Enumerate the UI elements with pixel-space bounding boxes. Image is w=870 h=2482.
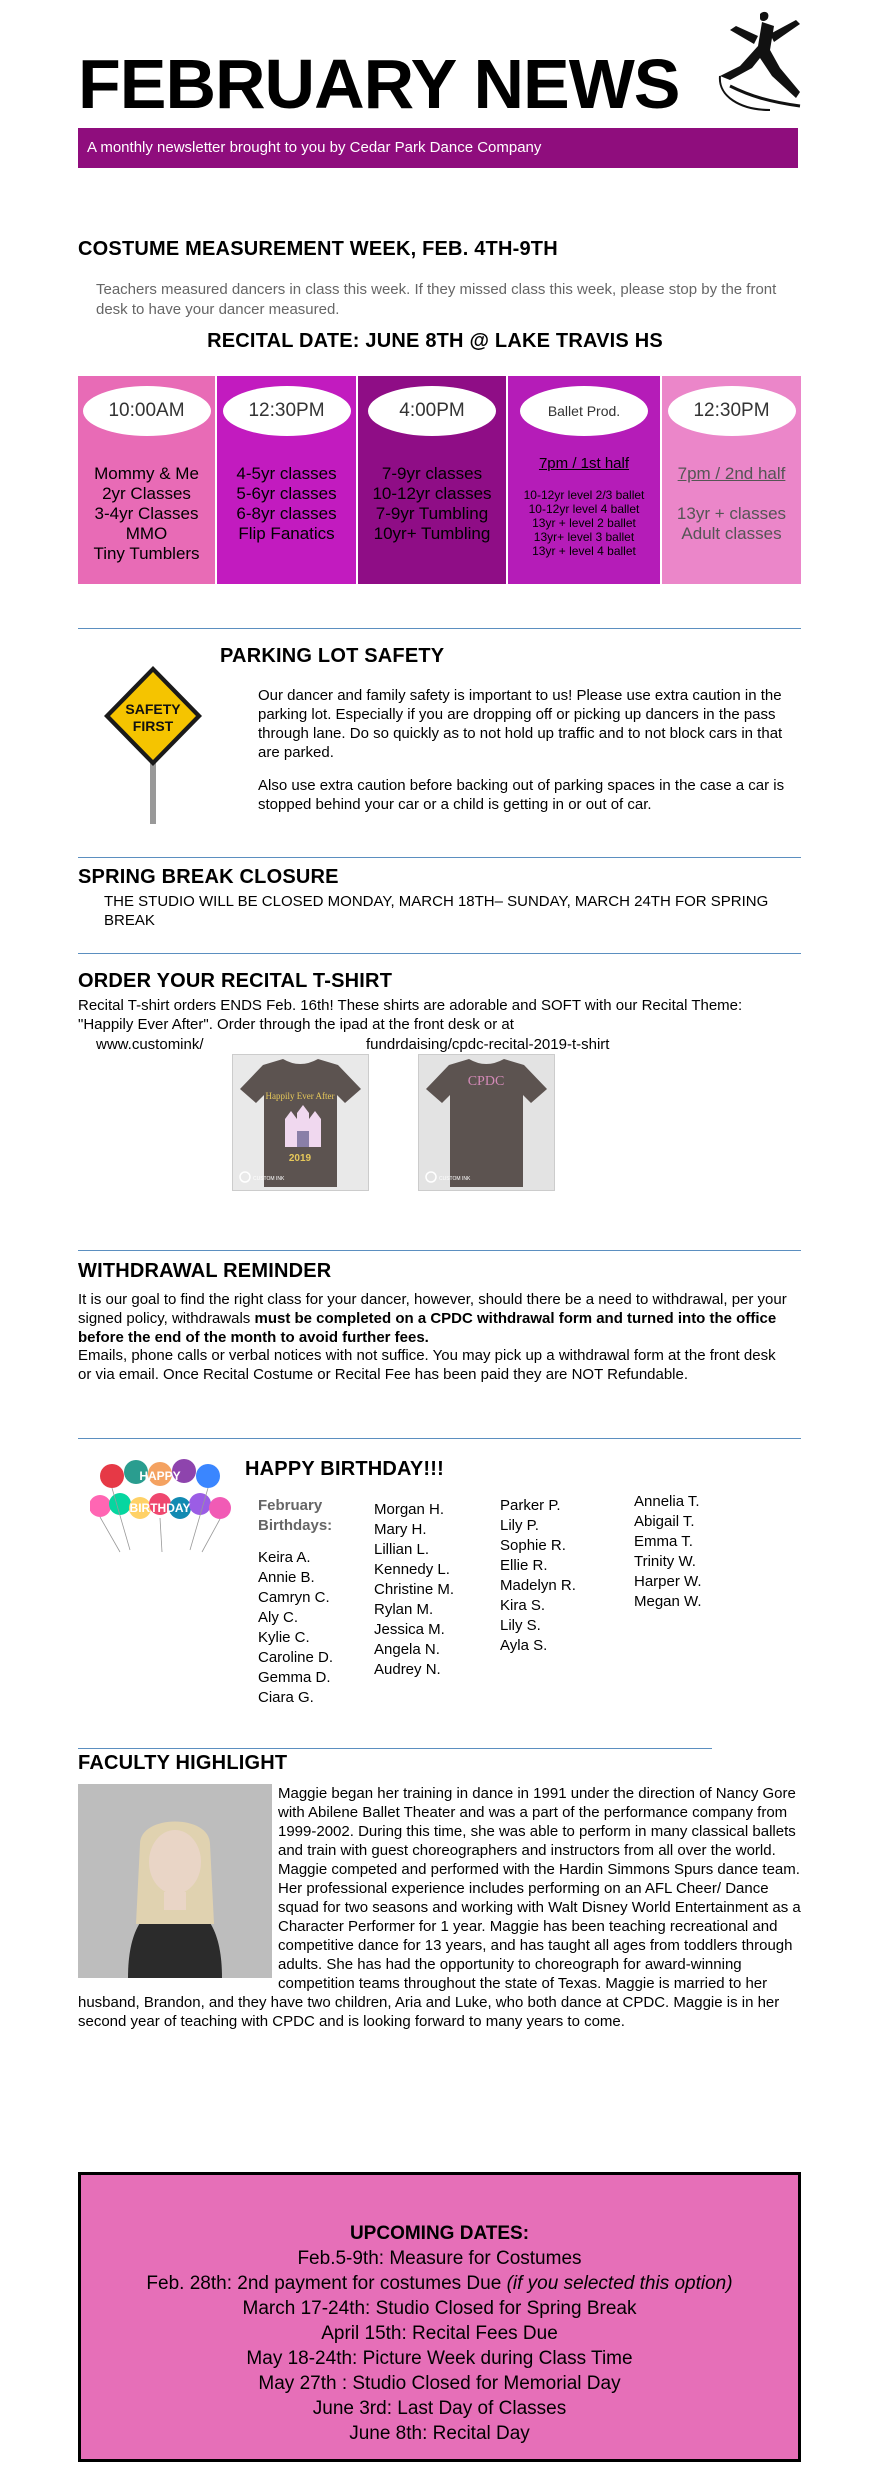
divider <box>78 857 801 858</box>
faculty-bio: Maggie began her training in dance in 1991 under the direction of Nancy Gore with Abilene Ballet Theater and was a part of the performance company from 1999-2002. During this time, she was able to perform in many classical ballets and train with guest choreographers and instructors from all over the world. Maggie competed and performed with the Hardin Simmons Spurs dance team. Her professional experience includes performing on an AFL Cheer/ Dance squad for two seasons and working with Walt Disney World Entertainment as a Character Performer for 1 year. Maggie has been teaching recreational and competitive dance for 13 years, and has taught all ages from toddlers through adults. She has had the opportunity to choreograph for award-winning competition teams throughout the state of Texas. Maggie is married to her husband, Brandon, and they have two children, Aria and Luke, who both dance at CPDC. Maggie is in her second year of teaching with CPDC and is looking forward to many years to come. <box>78 1785 801 2030</box>
withdrawal-text <box>78 1290 790 1347</box>
birthday-name: Mary H. <box>374 1521 427 1538</box>
birthday-name: Lily S. <box>500 1617 541 1634</box>
schedule-line: 13yr + level 2 ballet <box>532 516 636 530</box>
upcoming-dates-box <box>78 2172 801 2462</box>
birthday-name: Trinity W. <box>634 1553 696 1570</box>
birthday-name: Annie B. <box>258 1569 315 1586</box>
parking-heading: PARKING LOT SAFETY <box>220 645 445 667</box>
birthday-column-1 <box>258 1548 333 1708</box>
withdrawal-text-plain: It is our goal to find the right class for your dancer, however, should there be a need to withdrawal, per your signed policy, withdrawals <box>78 1291 787 1327</box>
birthday-column-2 <box>374 1500 454 1680</box>
costume-heading: COSTUME MEASUREMENT WEEK, FEB. 4TH-9TH <box>78 238 558 260</box>
spring-break-text: THE STUDIO WILL BE CLOSED MONDAY, MARCH 18TH– SUNDAY, MARCH 24TH FOR SPRING BREAK <box>104 893 769 929</box>
schedule-line: Flip Fanatics <box>238 524 335 543</box>
upcoming-item: May 18-24th: Picture Week during Class Time <box>246 2348 633 2369</box>
schedule-box-3 <box>358 376 506 584</box>
schedule-time: 4:00PM <box>368 386 496 436</box>
birthday-name: Christine M. <box>374 1581 455 1598</box>
safety-first-sign-icon <box>100 664 210 824</box>
birthday-name: Harper W. <box>634 1573 702 1590</box>
schedule-box-2 <box>217 376 356 584</box>
schedule-line: 13yr + level 4 ballet <box>532 544 636 558</box>
withdrawal-heading: WITHDRAWAL REMINDER <box>78 1260 332 1282</box>
sign-line1: SAFETY <box>125 701 181 717</box>
birthday-name: Emma T. <box>634 1533 693 1550</box>
schedule-line: 10-12yr classes <box>372 484 492 503</box>
upcoming-item: June 8th: Recital Day <box>349 2423 530 2444</box>
schedule-time: 10:00AM <box>83 386 211 436</box>
tshirt-url-part2[interactable]: fundrdaising/cpdc-recital-2019-t-shirt <box>366 1036 610 1053</box>
upcoming-item: May 27th : Studio Closed for Memorial Day <box>258 2373 621 2394</box>
upcoming-item: April 15th: Recital Fees Due <box>321 2323 558 2344</box>
schedule-line: 10-12yr level 2/3 ballet <box>523 488 645 502</box>
schedule-line: 3-4yr Classes <box>94 504 199 523</box>
birthday-name: Caroline D. <box>258 1649 334 1666</box>
birthday-label: February Birthdays: <box>258 1497 333 1534</box>
balloon-word-1: HAPPY <box>139 1469 181 1483</box>
divider <box>78 1250 801 1251</box>
newsletter-title: FEBRUARY NEWS <box>78 45 680 123</box>
upcoming-item: Feb.5-9th: Measure for Costumes <box>297 2248 582 2269</box>
birthday-name: Abigail T. <box>634 1513 695 1530</box>
schedule-line: 6-8yr classes <box>236 504 337 523</box>
faculty-heading: FACULTY HIGHLIGHT <box>78 1752 288 1774</box>
birthday-name: Keira A. <box>258 1549 311 1566</box>
withdrawal-text-bold: must be completed on a CPDC withdrawal form and turned into the office before the end of the month to avoid further fees. <box>78 1310 777 1346</box>
divider <box>78 1438 801 1439</box>
birthday-name: Camryn C. <box>258 1589 330 1606</box>
costume-note: Teachers measured dancers in class this week. If they missed class this week, please stop by the front desk to have your dancer measured. <box>96 281 777 318</box>
parking-text-2: Also use extra caution before backing out of parking spaces in the case a car is stopped behind your car or a child is getting in or out of car. <box>258 777 785 813</box>
schedule-line: Tiny Tumblers <box>93 544 200 563</box>
schedule-line: Mommy & Me <box>94 464 199 483</box>
upcoming-item: Feb. 28th: 2nd payment for costumes Due (if you selected this option) <box>146 2273 733 2294</box>
dancer-logo-icon <box>700 6 810 116</box>
divider <box>78 953 801 954</box>
schedule-line: 13yr+ level 3 ballet <box>533 530 635 544</box>
schedule-line: 7-9yr Tumbling <box>375 504 489 523</box>
birthday-name: Kennedy L. <box>374 1561 450 1578</box>
schedule-time: 12:30PM <box>223 386 351 436</box>
birthday-balloons-icon <box>90 1454 240 1554</box>
schedule-line: 13yr + classes <box>676 504 787 523</box>
tshirt-url-part1[interactable]: www.customink/ <box>96 1036 204 1053</box>
birthday-name: Audrey N. <box>374 1661 441 1678</box>
birthday-name: Morgan H. <box>374 1501 445 1518</box>
birthday-name: Annelia T. <box>634 1493 700 1510</box>
schedule-line: 10yr+ Tumbling <box>373 524 491 543</box>
schedule-line: 7-9yr classes <box>381 464 483 483</box>
birthday-name: Rylan M. <box>374 1601 434 1618</box>
schedule-box-5 <box>662 376 801 584</box>
birthday-name: Parker P. <box>500 1497 561 1514</box>
tshirt-heading: ORDER YOUR RECITAL T-SHIRT <box>78 970 393 992</box>
birthday-name: Sophie R. <box>500 1537 566 1554</box>
birthday-name: Lily P. <box>500 1517 539 1534</box>
shirt-logo: CPDC <box>467 1074 505 1089</box>
birthday-name: Madelyn R. <box>500 1577 576 1594</box>
recital-date-heading: RECITAL DATE: JUNE 8TH @ LAKE TRAVIS HS <box>207 330 663 352</box>
schedule-line: 2yr Classes <box>102 484 191 503</box>
schedule-box-1 <box>78 376 215 584</box>
birthday-name: Ellie R. <box>500 1557 548 1574</box>
birthday-heading: HAPPY BIRTHDAY!!! <box>245 1458 444 1480</box>
birthday-name: Kira S. <box>500 1597 546 1614</box>
shirt-brand: CUSTOM INK <box>439 1176 471 1182</box>
schedule-line: 4-5yr classes <box>236 464 337 483</box>
birthday-name: Lillian L. <box>374 1541 430 1558</box>
birthday-name: Kylie C. <box>258 1629 310 1646</box>
tshirt-image-back <box>418 1054 555 1191</box>
schedule-sub: 7pm / 1st half <box>538 455 630 472</box>
birthday-name: Ciara G. <box>258 1689 314 1706</box>
birthday-column-3 <box>500 1496 576 1656</box>
birthday-name: Gemma D. <box>258 1669 331 1686</box>
schedule-line: Adult classes <box>681 524 782 543</box>
sign-line2: FIRST <box>132 718 174 734</box>
birthday-name: Ayla S. <box>500 1637 548 1654</box>
faculty-bio-wrap <box>78 1784 803 2031</box>
schedule-time: 12:30PM <box>668 386 796 436</box>
schedule-line: 5-6yr classes <box>236 484 337 503</box>
svg-text:Happily Ever After: Happily Ever After <box>265 1091 335 1101</box>
shirt-year: 2019 <box>288 1153 312 1164</box>
birthday-name: Aly C. <box>258 1609 299 1626</box>
upcoming-heading: UPCOMING DATES: <box>349 2223 530 2244</box>
schedule-sub: 7pm / 2nd half <box>677 464 786 483</box>
faculty-photo <box>78 1784 272 1978</box>
birthday-name: Megan W. <box>634 1593 702 1610</box>
divider <box>78 1748 712 1749</box>
schedule-time: Ballet Prod. <box>520 386 648 436</box>
withdrawal-text-2: Emails, phone calls or verbal notices with not suffice. You may pick up a withdrawal form at the front desk or via email. Once Recital Costume or Recital Fee has been paid they are NOT Refundable. <box>78 1347 776 1383</box>
tshirt-text: Recital T-shirt orders ENDS Feb. 16th! These shirts are adorable and SOFT with our Recital Theme: "Happily Ever After". Order through the ipad at the front desk or at <box>78 997 743 1033</box>
birthday-name: Jessica M. <box>374 1621 445 1638</box>
spring-break-heading: SPRING BREAK CLOSURE <box>78 866 339 888</box>
schedule-line: 10-12yr level 4 ballet <box>528 502 640 516</box>
balloon-word-2: BIRTHDAY <box>129 1501 191 1515</box>
upcoming-item: June 3rd: Last Day of Classes <box>312 2398 567 2419</box>
birthday-column-4 <box>634 1492 702 1612</box>
upcoming-item: March 17-24th: Studio Closed for Spring Break <box>242 2298 637 2319</box>
schedule-line: MMO <box>125 524 168 543</box>
divider <box>78 628 801 629</box>
birthday-name: Angela N. <box>374 1641 440 1658</box>
shirt-brand: CUSTOM INK <box>253 1176 285 1182</box>
subtitle-banner: A monthly newsletter brought to you by Cedar Park Dance Company <box>78 128 798 168</box>
tshirt-image-front <box>232 1054 369 1191</box>
parking-text-1: Our dancer and family safety is important to us! Please use extra caution in the parking lot. Especially if you are dropping off or picking up dancers in the pass through lane. Do so quickly as to not hold up traffic and to not block cars in that are parked. <box>258 687 783 761</box>
schedule-box-4 <box>508 376 660 584</box>
